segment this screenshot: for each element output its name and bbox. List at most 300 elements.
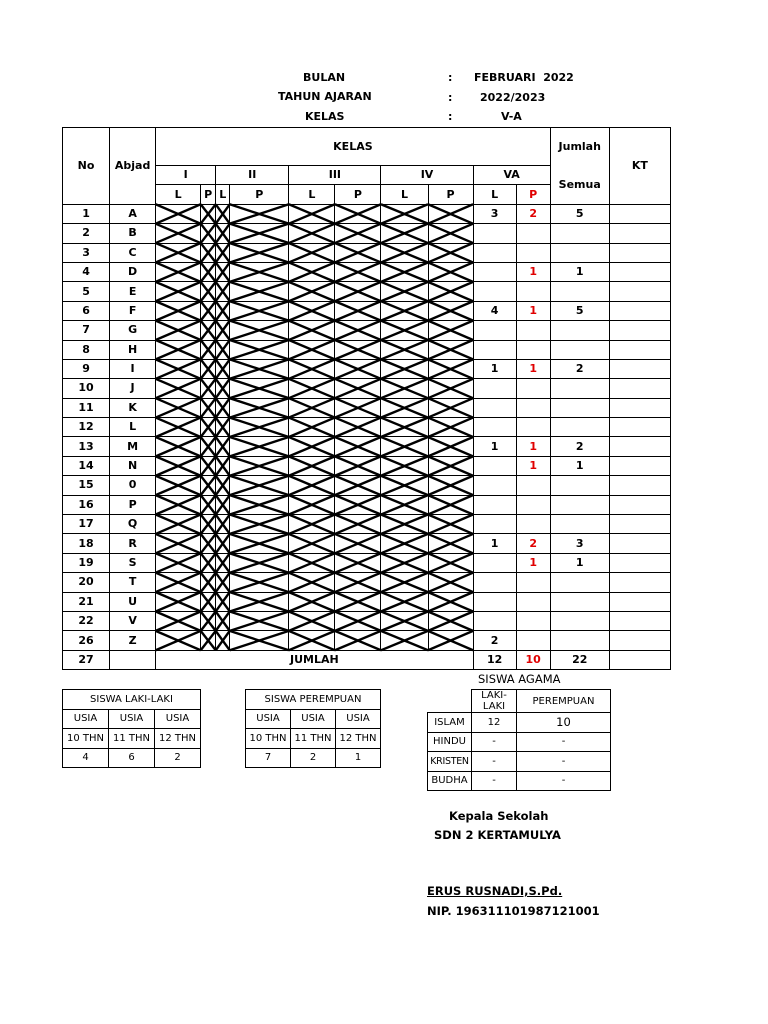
hatched-cell	[428, 515, 473, 534]
hatched-cell	[230, 243, 289, 262]
lp-header: P	[428, 185, 473, 204]
hatched-cell	[201, 224, 216, 243]
hatched-cell	[156, 456, 201, 475]
row-no: 2	[63, 224, 110, 243]
hatched-cell	[201, 534, 216, 553]
agama-perempuan: 10	[517, 713, 611, 733]
hatched-cell	[428, 379, 473, 398]
row-total: 1	[550, 456, 609, 475]
hatched-cell	[230, 515, 289, 534]
row-va-p: 1	[516, 359, 550, 378]
perempuan-usia: USIA	[291, 709, 336, 729]
row-total	[550, 611, 609, 630]
hatched-cell	[201, 573, 216, 592]
row-abjad: F	[110, 301, 156, 320]
agama-perempuan: -	[517, 771, 611, 791]
hatched-cell	[289, 243, 335, 262]
bulan-label: BULAN	[303, 71, 346, 84]
row-abjad: J	[110, 379, 156, 398]
hatched-cell	[201, 204, 216, 223]
footer-l: 12	[473, 650, 516, 669]
hatched-cell	[156, 611, 201, 630]
row-no: 7	[63, 321, 110, 340]
agama-laki: -	[472, 752, 517, 772]
laki-count: 6	[109, 748, 155, 768]
table-row	[63, 515, 671, 534]
hatched-cell	[156, 515, 201, 534]
hatched-cell	[156, 224, 201, 243]
hatched-cell	[335, 437, 381, 456]
row-kt	[609, 301, 670, 320]
row-kt	[609, 515, 670, 534]
table-row	[63, 340, 671, 359]
row-no: 19	[63, 553, 110, 572]
row-abjad: D	[110, 262, 156, 281]
hatched-cell	[335, 301, 381, 320]
hatched-cell	[216, 340, 230, 359]
row-abjad: M	[110, 437, 156, 456]
row-kt	[609, 359, 670, 378]
hatched-cell	[201, 631, 216, 650]
hatched-cell	[381, 359, 428, 378]
hatched-cell	[201, 301, 216, 320]
row-va-p	[516, 631, 550, 650]
table-row	[63, 379, 671, 398]
hatched-cell	[216, 456, 230, 475]
hatched-cell	[335, 359, 381, 378]
hatched-cell	[216, 534, 230, 553]
hatched-cell	[289, 553, 335, 572]
agama-laki: 12	[472, 713, 517, 733]
table-row	[63, 611, 671, 630]
agama-name: ISLAM	[428, 713, 472, 733]
row-va-p: 2	[516, 534, 550, 553]
row-total	[550, 243, 609, 262]
signature-nip: NIP. 196311101987121001	[427, 904, 600, 918]
row-total	[550, 321, 609, 340]
row-no: 13	[63, 437, 110, 456]
hatched-cell	[156, 301, 201, 320]
hatched-cell	[381, 437, 428, 456]
hatched-cell	[289, 437, 335, 456]
row-total: 1	[550, 553, 609, 572]
agama-name: KRISTEN	[428, 752, 472, 772]
hatched-cell	[381, 592, 428, 611]
hatched-cell	[201, 359, 216, 378]
row-abjad: R	[110, 534, 156, 553]
row-kt	[609, 340, 670, 359]
hatched-cell	[289, 456, 335, 475]
hatched-cell	[201, 437, 216, 456]
table-row	[63, 282, 671, 301]
hatched-cell	[335, 418, 381, 437]
hatched-cell	[335, 262, 381, 281]
row-va-p	[516, 224, 550, 243]
kelas-colon: :	[448, 110, 453, 123]
row-va-p	[516, 243, 550, 262]
tahun-ajaran-colon: :	[448, 91, 453, 104]
footer-row	[63, 650, 671, 669]
row-va-p: 1	[516, 553, 550, 572]
hatched-cell	[156, 476, 201, 495]
perempuan-count: 7	[246, 748, 291, 768]
hatched-cell	[289, 573, 335, 592]
hatched-cell	[335, 456, 381, 475]
table-row	[63, 592, 671, 611]
row-abjad: 0	[110, 476, 156, 495]
hatched-cell	[381, 573, 428, 592]
hatched-cell	[230, 437, 289, 456]
hatched-cell	[428, 476, 473, 495]
row-abjad: T	[110, 573, 156, 592]
row-total	[550, 476, 609, 495]
row-no: 1	[63, 204, 110, 223]
row-total: 2	[550, 437, 609, 456]
hatched-cell	[216, 379, 230, 398]
row-kt	[609, 224, 670, 243]
hatched-cell	[428, 456, 473, 475]
hatched-cell	[156, 534, 201, 553]
agama-perempuan: -	[517, 752, 611, 772]
attendance-table	[62, 127, 671, 670]
table-row	[63, 495, 671, 514]
header-semua: Semua	[550, 166, 609, 205]
hatched-cell	[381, 224, 428, 243]
hatched-cell	[201, 456, 216, 475]
row-va-p	[516, 592, 550, 611]
hatched-cell	[216, 224, 230, 243]
hatched-cell	[428, 243, 473, 262]
row-va-l	[473, 611, 516, 630]
hatched-cell	[381, 534, 428, 553]
hatched-cell	[230, 301, 289, 320]
hatched-cell	[201, 340, 216, 359]
row-no: 17	[63, 515, 110, 534]
row-total	[550, 631, 609, 650]
table-row	[63, 321, 671, 340]
hatched-cell	[216, 243, 230, 262]
row-abjad: Z	[110, 631, 156, 650]
hatched-cell	[428, 573, 473, 592]
footer-p: 10	[516, 650, 550, 669]
row-abjad: I	[110, 359, 156, 378]
hatched-cell	[216, 301, 230, 320]
hatched-cell	[381, 321, 428, 340]
hatched-cell	[201, 553, 216, 572]
header-kelas: KELAS	[156, 128, 551, 166]
tahun-ajaran-label: TAHUN AJARAN	[278, 90, 372, 103]
lp-header: P	[201, 185, 216, 204]
hatched-cell	[335, 534, 381, 553]
row-va-p	[516, 476, 550, 495]
hatched-cell	[230, 592, 289, 611]
hatched-cell	[381, 340, 428, 359]
row-total	[550, 398, 609, 417]
row-abjad: Q	[110, 515, 156, 534]
perempuan-age: 11 THN	[291, 729, 336, 749]
hatched-cell	[335, 340, 381, 359]
hatched-cell	[335, 495, 381, 514]
hatched-cell	[156, 592, 201, 611]
row-abjad: S	[110, 553, 156, 572]
table-row	[63, 224, 671, 243]
hatched-cell	[428, 437, 473, 456]
laki-usia: USIA	[109, 709, 155, 729]
hatched-cell	[216, 611, 230, 630]
laki-usia: USIA	[63, 709, 109, 729]
hatched-cell	[428, 262, 473, 281]
hatched-cell	[201, 515, 216, 534]
row-no: 9	[63, 359, 110, 378]
row-va-l: 1	[473, 437, 516, 456]
row-va-l	[473, 495, 516, 514]
siswa-agama-table	[427, 689, 611, 791]
row-total: 5	[550, 204, 609, 223]
hatched-cell	[428, 534, 473, 553]
row-va-l	[473, 243, 516, 262]
row-no: 6	[63, 301, 110, 320]
perempuan-title: SISWA PEREMPUAN	[246, 690, 381, 710]
hatched-cell	[230, 262, 289, 281]
hatched-cell	[428, 204, 473, 223]
footer-kt	[609, 650, 670, 669]
row-total	[550, 495, 609, 514]
hatched-cell	[289, 476, 335, 495]
perempuan-usia: USIA	[336, 709, 381, 729]
bulan-value: FEBRUARI 2022	[474, 71, 574, 84]
hatched-cell	[428, 398, 473, 417]
row-va-l: 4	[473, 301, 516, 320]
row-va-l	[473, 515, 516, 534]
hatched-cell	[381, 476, 428, 495]
hatched-cell	[289, 359, 335, 378]
lp-header: P	[230, 185, 289, 204]
lp-header: L	[216, 185, 230, 204]
row-va-p: 1	[516, 262, 550, 281]
row-no: 11	[63, 398, 110, 417]
row-kt	[609, 282, 670, 301]
laki-age: 10 THN	[63, 729, 109, 749]
row-kt	[609, 631, 670, 650]
hatched-cell	[230, 456, 289, 475]
row-kt	[609, 495, 670, 514]
footer-no: 27	[63, 650, 110, 669]
hatched-cell	[289, 301, 335, 320]
header-jumlah: Jumlah	[550, 128, 609, 166]
hatched-cell	[156, 243, 201, 262]
siswa-laki-laki-table	[62, 689, 201, 768]
agama-col-laki: LAKI-LAKI	[472, 690, 517, 713]
row-abjad: G	[110, 321, 156, 340]
hatched-cell	[428, 224, 473, 243]
row-no: 5	[63, 282, 110, 301]
table-row	[63, 262, 671, 281]
hatched-cell	[289, 204, 335, 223]
row-no: 21	[63, 592, 110, 611]
row-va-l	[473, 340, 516, 359]
hatched-cell	[156, 282, 201, 301]
hatched-cell	[156, 631, 201, 650]
row-kt	[609, 418, 670, 437]
hatched-cell	[156, 204, 201, 223]
class-header-iv: IV	[381, 166, 473, 185]
table-row	[63, 243, 671, 262]
row-no: 14	[63, 456, 110, 475]
hatched-cell	[156, 437, 201, 456]
hatched-cell	[201, 476, 216, 495]
siswa-agama-title: SISWA AGAMA	[478, 672, 561, 686]
header-kt: KT	[609, 128, 670, 205]
signature-name: ERUS RUSNADI,S.Pd.	[427, 884, 563, 898]
hatched-cell	[201, 611, 216, 630]
hatched-cell	[381, 495, 428, 514]
row-abjad: E	[110, 282, 156, 301]
hatched-cell	[335, 631, 381, 650]
hatched-cell	[335, 204, 381, 223]
hatched-cell	[289, 398, 335, 417]
row-va-l	[473, 592, 516, 611]
table-row	[63, 534, 671, 553]
row-kt	[609, 262, 670, 281]
hatched-cell	[156, 573, 201, 592]
row-no: 18	[63, 534, 110, 553]
hatched-cell	[201, 321, 216, 340]
row-va-l: 1	[473, 359, 516, 378]
hatched-cell	[230, 379, 289, 398]
hatched-cell	[381, 553, 428, 572]
hatched-cell	[289, 515, 335, 534]
hatched-cell	[289, 379, 335, 398]
class-header-i: I	[156, 166, 216, 185]
hatched-cell	[381, 456, 428, 475]
lp-header: L	[156, 185, 201, 204]
hatched-cell	[216, 592, 230, 611]
agama-laki: -	[472, 732, 517, 752]
class-header-ii: II	[216, 166, 289, 185]
row-va-p	[516, 379, 550, 398]
lp-header: L	[289, 185, 335, 204]
hatched-cell	[230, 224, 289, 243]
row-abjad: H	[110, 340, 156, 359]
hatched-cell	[216, 418, 230, 437]
signature-title: Kepala Sekolah	[449, 809, 549, 823]
row-va-l	[473, 379, 516, 398]
row-va-l	[473, 321, 516, 340]
kelas-label: KELAS	[305, 110, 345, 123]
row-abjad: K	[110, 398, 156, 417]
row-no: 3	[63, 243, 110, 262]
hatched-cell	[381, 243, 428, 262]
hatched-cell	[381, 631, 428, 650]
hatched-cell	[381, 418, 428, 437]
hatched-cell	[216, 437, 230, 456]
hatched-cell	[230, 495, 289, 514]
hatched-cell	[230, 359, 289, 378]
row-abjad: U	[110, 592, 156, 611]
hatched-cell	[335, 476, 381, 495]
row-va-l	[473, 476, 516, 495]
row-va-p: 1	[516, 437, 550, 456]
lp-header: L	[381, 185, 428, 204]
row-va-p	[516, 321, 550, 340]
hatched-cell	[428, 282, 473, 301]
agama-laki: -	[472, 771, 517, 791]
hatched-cell	[201, 398, 216, 417]
hatched-cell	[289, 418, 335, 437]
row-total	[550, 282, 609, 301]
hatched-cell	[156, 418, 201, 437]
laki-usia: USIA	[155, 709, 201, 729]
bulan-colon: :	[448, 71, 453, 84]
hatched-cell	[156, 398, 201, 417]
hatched-cell	[289, 262, 335, 281]
hatched-cell	[156, 262, 201, 281]
row-total	[550, 573, 609, 592]
hatched-cell	[428, 340, 473, 359]
hatched-cell	[335, 224, 381, 243]
row-abjad: N	[110, 456, 156, 475]
lp-header: L	[473, 185, 516, 204]
row-va-l: 1	[473, 534, 516, 553]
row-abjad: V	[110, 611, 156, 630]
row-va-l	[473, 224, 516, 243]
table-row	[63, 456, 671, 475]
hatched-cell	[216, 321, 230, 340]
row-no: 16	[63, 495, 110, 514]
kelas-value: V-A	[501, 110, 522, 123]
row-kt	[609, 456, 670, 475]
hatched-cell	[230, 631, 289, 650]
hatched-cell	[289, 495, 335, 514]
hatched-cell	[216, 476, 230, 495]
row-total: 3	[550, 534, 609, 553]
hatched-cell	[335, 243, 381, 262]
hatched-cell	[230, 321, 289, 340]
hatched-cell	[230, 611, 289, 630]
hatched-cell	[201, 495, 216, 514]
row-kt	[609, 534, 670, 553]
row-total	[550, 418, 609, 437]
row-va-p	[516, 398, 550, 417]
agama-perempuan: -	[517, 732, 611, 752]
hatched-cell	[381, 301, 428, 320]
row-total	[550, 515, 609, 534]
hatched-cell	[428, 611, 473, 630]
hatched-cell	[289, 592, 335, 611]
hatched-cell	[289, 224, 335, 243]
row-total: 2	[550, 359, 609, 378]
signature-school: SDN 2 KERTAMULYA	[434, 828, 561, 842]
hatched-cell	[335, 553, 381, 572]
hatched-cell	[216, 515, 230, 534]
row-va-p	[516, 515, 550, 534]
hatched-cell	[216, 573, 230, 592]
footer-abjad	[110, 650, 156, 669]
row-va-l	[473, 573, 516, 592]
tahun-ajaran-value: 2022/2023	[480, 91, 546, 104]
row-no: 26	[63, 631, 110, 650]
hatched-cell	[381, 204, 428, 223]
hatched-cell	[156, 379, 201, 398]
perempuan-age: 10 THN	[246, 729, 291, 749]
row-kt	[609, 321, 670, 340]
lp-header: P	[516, 185, 550, 204]
row-va-l	[473, 456, 516, 475]
row-no: 15	[63, 476, 110, 495]
table-row	[63, 204, 671, 223]
row-no: 10	[63, 379, 110, 398]
row-va-p: 1	[516, 456, 550, 475]
